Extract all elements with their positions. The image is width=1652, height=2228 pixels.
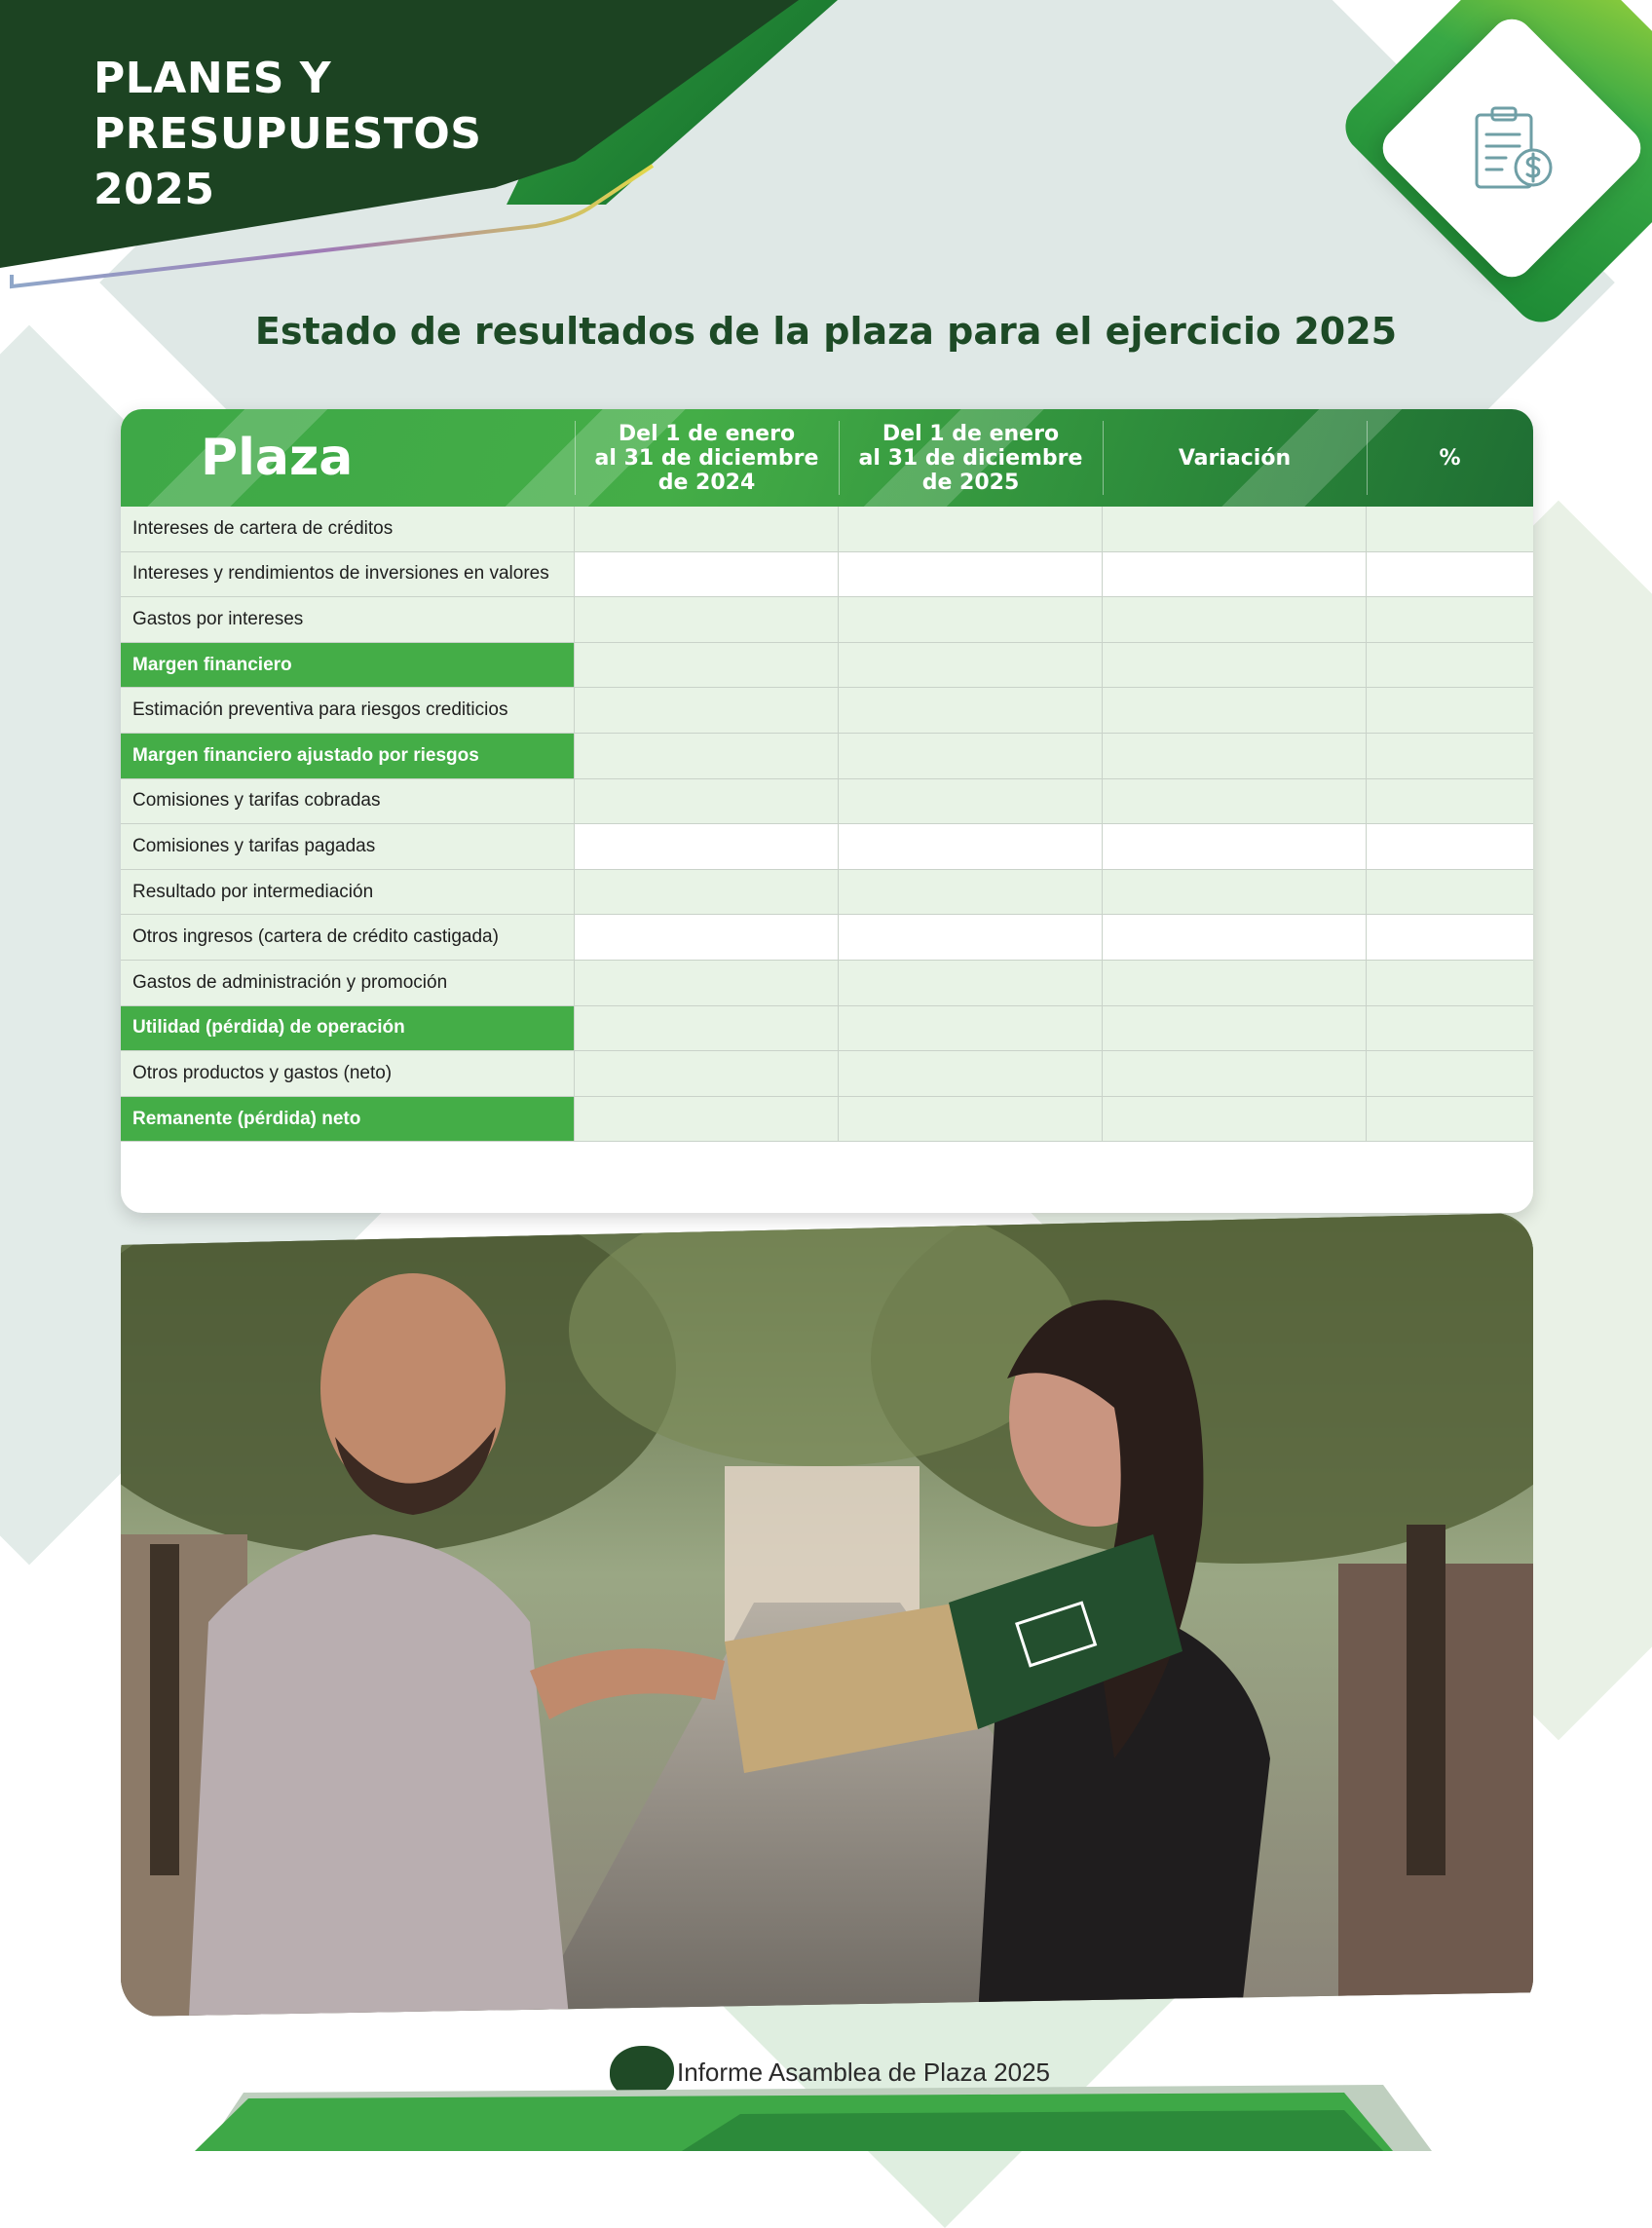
cell-variacion bbox=[1103, 915, 1367, 960]
results-table bbox=[121, 409, 1533, 1213]
cell-2024 bbox=[575, 915, 839, 960]
cell-2024 bbox=[575, 734, 839, 778]
clipboard-dollar-icon bbox=[1471, 105, 1558, 195]
header-title-line: 2025 bbox=[94, 165, 215, 214]
cell-2024 bbox=[575, 870, 839, 915]
cell-variacion bbox=[1103, 1097, 1367, 1142]
cell-variacion bbox=[1103, 643, 1367, 688]
header-divider bbox=[839, 421, 840, 495]
cell-variacion bbox=[1103, 961, 1367, 1005]
cell-variacion bbox=[1103, 597, 1367, 642]
header-title bbox=[94, 51, 542, 217]
cell-percent bbox=[1367, 870, 1533, 915]
row-label: Otros productos y gastos (neto) bbox=[121, 1051, 575, 1096]
cell-percent bbox=[1367, 643, 1533, 688]
row-label: Margen financiero ajustado por riesgos bbox=[121, 734, 575, 778]
column-header-2025: Del 1 de enero al 31 de diciembre de 2025 bbox=[858, 421, 1083, 495]
row-label: Remanente (pérdida) neto bbox=[121, 1097, 575, 1142]
cell-2025 bbox=[839, 507, 1103, 551]
table-row bbox=[121, 1051, 1533, 1097]
cell-variacion bbox=[1103, 552, 1367, 597]
cell-2025 bbox=[839, 961, 1103, 1005]
row-label: Utilidad (pérdida) de operación bbox=[121, 1006, 575, 1051]
table-row bbox=[121, 779, 1533, 825]
cell-percent bbox=[1367, 734, 1533, 778]
cell-percent bbox=[1367, 915, 1533, 960]
cell-2024 bbox=[575, 507, 839, 551]
header-divider bbox=[1367, 421, 1368, 495]
cell-2024 bbox=[575, 1097, 839, 1142]
table-row bbox=[121, 552, 1533, 598]
row-label: Intereses de cartera de créditos bbox=[121, 507, 575, 551]
row-label: Otros ingresos (cartera de crédito castigada) bbox=[121, 915, 575, 960]
header-divider bbox=[1103, 421, 1104, 495]
cell-percent bbox=[1367, 1051, 1533, 1096]
photo-illustration bbox=[121, 1213, 1533, 2017]
header-divider bbox=[575, 421, 576, 495]
cell-percent bbox=[1367, 824, 1533, 869]
footer-band bbox=[0, 2085, 1652, 2151]
column-header-variacion: Variación bbox=[1178, 445, 1292, 471]
table-row bbox=[121, 870, 1533, 916]
table-row bbox=[121, 688, 1533, 734]
row-label: Comisiones y tarifas pagadas bbox=[121, 824, 575, 869]
row-label: Intereses y rendimientos de inversiones en valores bbox=[121, 552, 575, 597]
cell-2025 bbox=[839, 597, 1103, 642]
cell-percent bbox=[1367, 597, 1533, 642]
cell-2024 bbox=[575, 688, 839, 733]
table-row bbox=[121, 961, 1533, 1006]
cell-percent bbox=[1367, 688, 1533, 733]
cell-2024 bbox=[575, 1051, 839, 1096]
cell-percent bbox=[1367, 1006, 1533, 1051]
row-label: Gastos de administración y promoción bbox=[121, 961, 575, 1005]
cell-variacion bbox=[1103, 688, 1367, 733]
cell-percent bbox=[1367, 779, 1533, 824]
cell-2025 bbox=[839, 688, 1103, 733]
footer-text: Informe Asamblea de Plaza 2025 bbox=[677, 2058, 1051, 2087]
cell-variacion bbox=[1103, 779, 1367, 824]
row-label: Estimación preventiva para riesgos crediticios bbox=[121, 688, 575, 733]
cell-2024 bbox=[575, 961, 839, 1005]
cell-variacion bbox=[1103, 1006, 1367, 1051]
row-label: Comisiones y tarifas cobradas bbox=[121, 779, 575, 824]
header-title-line: PRESUPUESTOS bbox=[94, 109, 482, 159]
table-row bbox=[121, 915, 1533, 961]
row-label: Resultado por intermediación bbox=[121, 870, 575, 915]
cell-2025 bbox=[839, 915, 1103, 960]
cell-2024 bbox=[575, 824, 839, 869]
column-header-plaza: Plaza bbox=[201, 429, 354, 487]
cell-2025 bbox=[839, 734, 1103, 778]
cell-2025 bbox=[839, 643, 1103, 688]
cell-2024 bbox=[575, 597, 839, 642]
table-row bbox=[121, 597, 1533, 643]
cell-percent bbox=[1367, 552, 1533, 597]
photo-two-people-exchanging-notebook bbox=[121, 1213, 1533, 2017]
cell-2025 bbox=[839, 1051, 1103, 1096]
cell-variacion bbox=[1103, 824, 1367, 869]
cell-variacion bbox=[1103, 734, 1367, 778]
table-row bbox=[121, 1097, 1533, 1143]
cell-2025 bbox=[839, 1097, 1103, 1142]
cell-2025 bbox=[839, 779, 1103, 824]
header-title-line: PLANES Y bbox=[94, 54, 332, 103]
cell-2025 bbox=[839, 552, 1103, 597]
page-title: Estado de resultados de la plaza para el ejercicio 2025 bbox=[254, 310, 1398, 353]
cell-percent bbox=[1367, 1097, 1533, 1142]
table-row bbox=[121, 1006, 1533, 1052]
column-header-2024: Del 1 de enero al 31 de diciembre de 2024 bbox=[594, 421, 819, 495]
table-row bbox=[121, 507, 1533, 552]
cell-2024 bbox=[575, 1006, 839, 1051]
cell-variacion bbox=[1103, 507, 1367, 551]
cell-2025 bbox=[839, 870, 1103, 915]
table-row bbox=[121, 643, 1533, 689]
cell-2025 bbox=[839, 1006, 1103, 1051]
cell-2024 bbox=[575, 552, 839, 597]
cell-variacion bbox=[1103, 1051, 1367, 1096]
cell-percent bbox=[1367, 961, 1533, 1005]
row-label: Gastos por intereses bbox=[121, 597, 575, 642]
cell-percent bbox=[1367, 507, 1533, 551]
cell-2024 bbox=[575, 779, 839, 824]
table-row bbox=[121, 824, 1533, 870]
cell-2024 bbox=[575, 643, 839, 688]
cell-2025 bbox=[839, 824, 1103, 869]
table-row bbox=[121, 734, 1533, 779]
row-label: Margen financiero bbox=[121, 643, 575, 688]
column-header-percent: % bbox=[1439, 445, 1461, 471]
cell-variacion bbox=[1103, 870, 1367, 915]
